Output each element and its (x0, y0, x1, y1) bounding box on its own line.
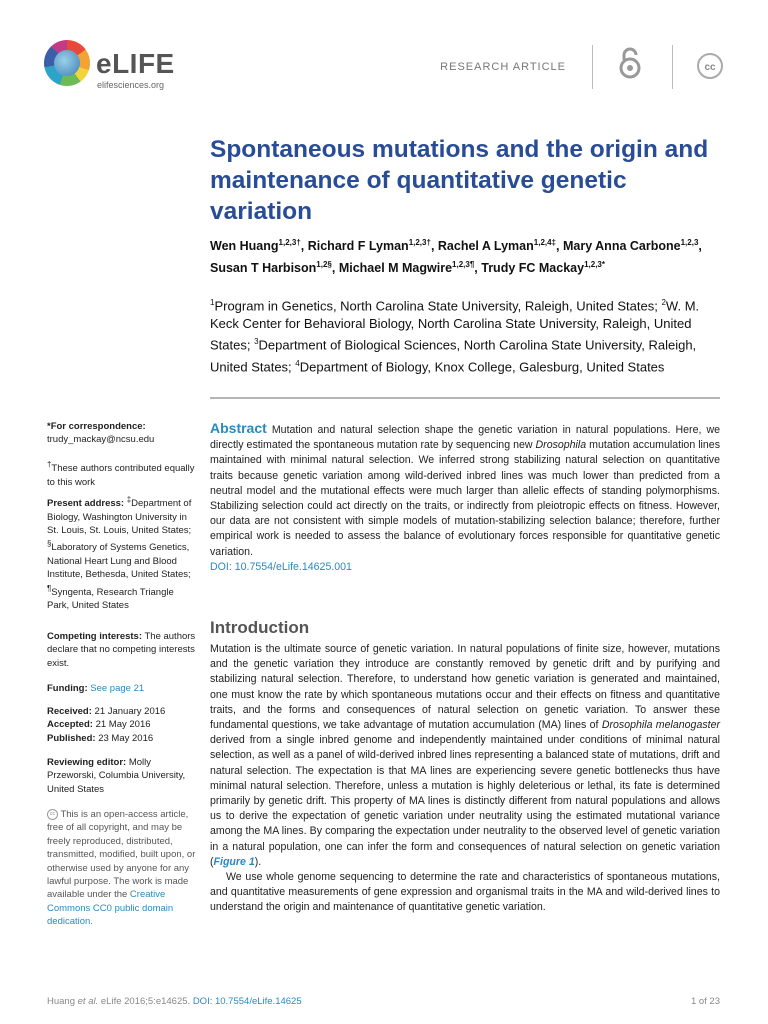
figure-1-link[interactable]: Figure 1 (213, 855, 255, 868)
author-name: Susan T Harbison (210, 260, 317, 275)
header-divider (592, 45, 593, 89)
author-name: Wen Huang (210, 239, 279, 254)
article-dates: Received: 21 January 2016 Accepted: 21 May 2016 Published: 23 May 2016 (47, 706, 166, 744)
license-note: cc This is an open-access article, free of all copyright, and may be freely reproduced, distributed, transmitted, modified, built upon, or otherwise used by anyone for any lawful purpose. The work is made available under the Creative Commons CC0 public domain dedication. (47, 809, 196, 928)
article-type-label: RESEARCH ARTICLE (440, 61, 566, 73)
affiliation-text: Department of Biology, Knox College, Galesburg, United States (299, 358, 665, 374)
author-name: Michael M Magwire (338, 260, 453, 275)
correspondence-note: *For correspondence: trudy_mackay@ncsu.edu (47, 421, 155, 446)
reviewing-editor: Reviewing editor: Molly Przeworski, Columbia University, United States (47, 757, 186, 795)
affiliation-text: W. M. Keck Center for Behavioral Biology, North Carolina State University, Raleigh, United States; (210, 298, 700, 353)
affiliation-sup: 3 (254, 337, 259, 347)
journal-brand: eLIFE (96, 48, 175, 79)
funding-note: Funding: See page 21 (47, 683, 145, 694)
affiliation-sup: 2 (661, 298, 666, 307)
intro-paragraph: We use whole genome sequencing to determine the rate and characteristics of spontaneous mutations, and quantitative measurements of gene expression and organismal traits in the MA and wild-derived lines to understand the origin and maintenance of quantitative genetic variation. (210, 871, 720, 914)
open-access-icon (615, 46, 645, 80)
elife-logo-icon (44, 40, 90, 86)
author-affiliation-sup: 1,2,3† (408, 238, 431, 247)
author-affiliation-sup: 1,2,3¶ (452, 259, 475, 269)
author-affiliation-sup: 1,2,3 (680, 238, 699, 247)
affiliation-text: Department of Biological Sciences, North Carolina State University, Raleigh, United States; (210, 337, 697, 374)
affiliations (210, 294, 720, 376)
header-divider (672, 45, 673, 89)
competing-interests: Competing interests: The authors declare that no competing interests exist. (47, 631, 196, 669)
abstract-doi-link[interactable]: DOI: 10.7554/eLife.14625.001 (210, 560, 352, 573)
affiliation-sup: 1 (210, 298, 215, 307)
author-name: Richard F Lyman (307, 239, 409, 254)
footer-doi-link[interactable]: DOI: 10.7554/eLife.14625 (192, 996, 302, 1007)
affiliation-text: Program in Genetics, North Carolina State University, Raleigh, United States; (214, 298, 662, 314)
citation-footer: Huang et al. eLife 2016;5:e14625. DOI: 10.7554/eLife.14625 (47, 996, 302, 1007)
author-list: Wen Huang$^{1,2,3\dagger}$, Richard F Lyman$^{1,2,3\dagger}$, Rachel A Lyman$^{1,2,4\ddagger}$, Mary Anna Carbone$^{1,2,3}$, Susan T Harbison$^{1,2\S}$, Michael M Magwire$^{1,2,3\P}$, Trudy FC Mackay$^{1,2,3*}$ (210, 238, 702, 275)
affiliation-sup: 4 (295, 358, 300, 368)
author-affiliation-sup: 1,2§ (316, 259, 332, 269)
abstract-heading: Abstract (210, 420, 267, 436)
abstract: Abstract Mutation and natural selection shape the genetic variation in natural populations. Here, we directly estimated the spontaneous mutation rate by sequencing new Drosophila mutation accumulation lines maintained with minimal natural selection. We inferred strong stabilizing natural selection on quantitative traits because genetic variation among wild-derived inbred lines was much lower than predicted from a neutral model and the mutational effects were much larger than allelic effects of standing polymorphisms. Stabilizing selection could act directly on the traits, or indirectly from pleiotropic effects on fitness. However, our data are not consistent with simple models of mutation-stabilizing selection balance; therefore, further empirical work is needed to assess the balance of evolutionary forces responsible for quantitative genetic variation. DOI: 10.7554/eLife.14625.001 (210, 420, 720, 573)
section-divider (210, 397, 720, 399)
present-address: Present address: ‡Department of Biology, Washington University in St. Louis, St. Louis, United States; §Laboratory of Systems Genetics, National Heart Lung and Blood Institute, Bethesda, United States; ¶Syngenta, Research Triangle Park, United States (47, 495, 192, 612)
author-name: Trudy FC Mackay (481, 260, 585, 275)
creative-commons-icon: cc (697, 53, 723, 79)
author-name: Mary Anna Carbone (562, 239, 681, 254)
author-affiliation-sup: 1,2,3* (584, 259, 605, 269)
contribution-note: †These authors contributed equally to this work (47, 460, 195, 488)
introduction-body (210, 642, 720, 916)
intro-paragraph: Mutation is the ultimate source of genetic variation. In natural populations of finite size, however, mutations and the genetic variation they introduce are constantly removed by genetic drift and by purifying and stabilizing natural selection. Therefore, to understand how genetic variation is generated and maintained, one must know the rate by which spontaneous mutations occur and their effects on fitness and quantitative traits, and the forms and consequences of natural selection on genetic variation. To answer these fundamental questions, we take advantage of mutation accumulation (MA) lines of Drosophila melanogaster derived from a single inbred genome and independently maintained under conditions of minimal natural selection, as well as a panel of wild-derived inbred lines representing a balanced state of mutations, drift and natural selection. The expectation is that MA lines are experiencing severe genetic bottlenecks thus have minimal natural selection. Therefore, unless a mutation is highly deleterious or lethal, its fate is determined primarily by genetic drift. This property of MA lines is distinctly different from natural populations and allows us to derive the expectation of genetic variation under neutrality using the estimated mutational variance among the MA lines. By comparing the expectation under neutrality to the observed level of genetic variation in a natural population, one can infer the form and consequences of natural selection on genetic variation (Figure 1). (210, 643, 720, 868)
cc0-link[interactable]: Creative Commons CC0 public domain dedication. (47, 889, 174, 928)
author-name: Rachel A Lyman (437, 239, 534, 254)
correspondence-email[interactable]: trudy_mackay@ncsu.edu (47, 434, 155, 446)
funding-link[interactable]: See page 21 (90, 683, 145, 694)
page-number: 1 of 23 (690, 996, 720, 1007)
article-title: Spontaneous mutations and the origin and maintenance of quantitative genetic variation (210, 136, 709, 225)
cc-license-icon: cc (47, 809, 58, 820)
author-affiliation-sup: 1,2,3† (278, 238, 301, 247)
author-affiliation-sup: 1,2,4‡ (533, 238, 557, 247)
introduction-heading: Introduction (210, 618, 310, 637)
journal-site[interactable]: elifesciences.org (97, 80, 165, 90)
